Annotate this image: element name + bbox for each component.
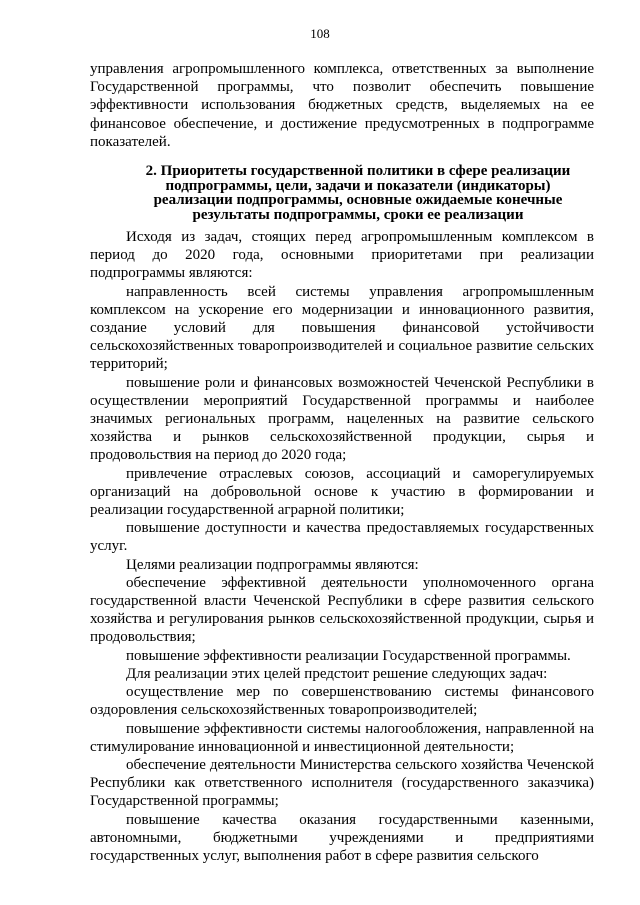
paragraph-priority-3: привлечение отраслевых союзов, ассоциаций и саморегулируемых организаций на добровольной основе к участию в формировании и реализации государственной аграрной политики; <box>90 465 594 519</box>
paragraph-task-2: повышение эффективности системы налогообложения, направленной на стимулирование инновационной и инвестиционной деятельности; <box>90 720 594 755</box>
paragraph-priority-1: направленность всей системы управления агропромышленным комплексом на ускорение его модернизации и инновационного развития, создание условий для повышения финансовой устойчивости сельскохозяйственных товаропроизводителей и социальное развитие сельских территорий; <box>90 283 594 373</box>
paragraph-goal-2: повышение эффективности реализации Государственной программы. <box>126 647 571 664</box>
paragraph-task-3: обеспечение деятельности Министерства сельского хозяйства Чеченской Республики как ответственного исполнителя (государственного заказчика) Государственной программы; <box>90 756 594 810</box>
paragraph-task-1: осуществление мер по совершенствованию системы финансового оздоровления сельскохозяйственных товаропроизводителей; <box>90 684 594 719</box>
paragraph-task-4: повышение качества оказания государственными казенными, автономными, бюджетными учреждениями и предприятиями государственных услуг, выполнения работ в сфере развития сельского <box>90 811 594 864</box>
paragraph-priority-2: повышение роли и финансовых возможностей Чеченской Республики в осуществлении мероприятий Государственной программы и наиболее значимых региональных программ, нацеленных на развитие сельского хозяйства и рынков сельскохозяйственной продукции, сырья и продовольствия на период до 2020 года; <box>90 374 594 464</box>
paragraph-tasks-intro: Для реализации этих целей предстоит решение следующих задач: <box>126 665 548 682</box>
page-number: 108 <box>310 26 330 41</box>
section-heading: 2. Приоритеты государственной политики в сфере реализации подпрограммы, цели, задачи и показатели (индикаторы) реализации подпрограммы, основные ожидаемые конечные результаты подпрограммы, сроки ее реализации <box>145 163 571 223</box>
page-body <box>90 60 594 865</box>
intro-paragraph: управления агропромышленного комплекса, ответственных за выполнение Государственной программы, что позволит обеспечить повышение эффективности использования бюджетных средств, выделяемых на ее финансовое обеспечение, и достижение предусмотренных в подпрограмме показателей. <box>90 61 594 150</box>
paragraph-goals-intro: Целями реализации подпрограммы являются: <box>126 556 419 573</box>
paragraph-priorities-intro: Исходя из задач, стоящих перед агропромышленным комплексом в период до 2020 года, основными приоритетами при реализации подпрограммы являются: <box>90 229 594 282</box>
paragraph-priority-4: повышение доступности и качества предоставляемых государственных услуг. <box>90 520 594 555</box>
paragraph-goal-1: обеспечение эффективной деятельности уполномоченного органа государственной власти Чеченской Республики в сфере развития сельского хозяйства и регулирования рынков сельскохозяйственной продукции, сырья и продовольствия; <box>90 574 594 646</box>
